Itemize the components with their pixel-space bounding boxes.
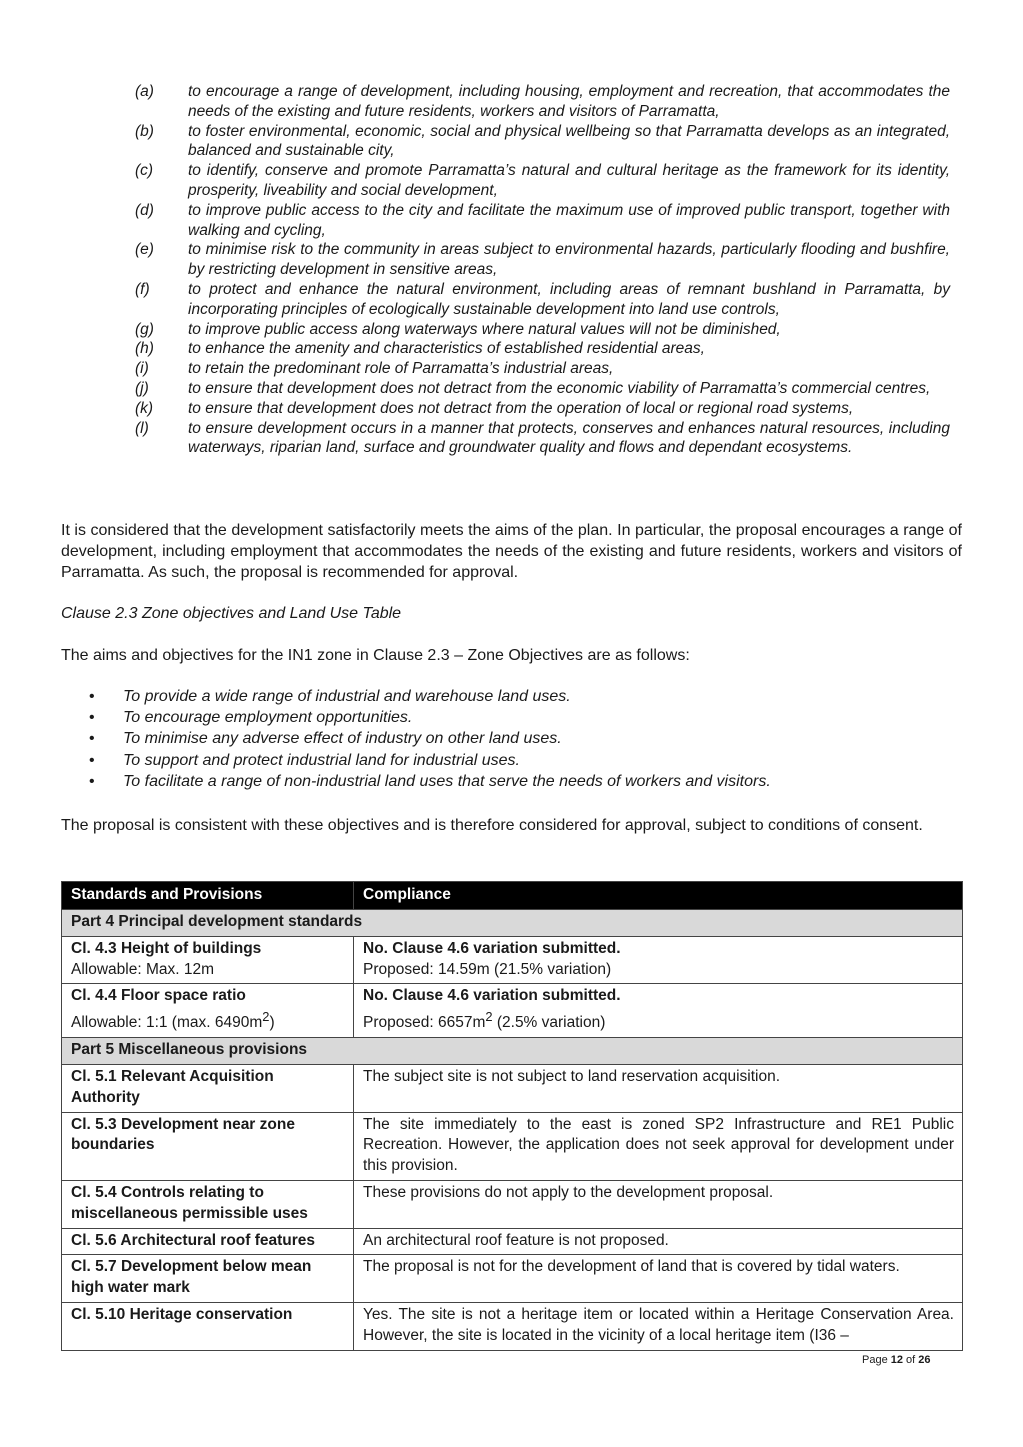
objective-text: To facilitate a range of non-industrial land uses that serve the needs of workers and visitors. — [123, 772, 771, 790]
compliance-status: No. Clause 4.6 variation submitted. — [363, 987, 621, 1005]
section-part-4: Part 4 Principal development standards — [62, 910, 963, 937]
compliance-cell: The subject site is not subject to land reservation acquisition. — [354, 1064, 963, 1112]
aim-text: to ensure that development does not detract from the operation of local or regional road systems, — [188, 399, 854, 417]
compliance-cell — [354, 936, 963, 984]
aim-label: (f) — [135, 280, 150, 298]
standard-title: Cl. 5.1 Relevant Acquisition Authority — [62, 1064, 354, 1112]
aim-text: to enhance the amenity and characteristics of established residential areas, — [188, 340, 705, 358]
column-header-compliance: Compliance — [354, 882, 963, 910]
aim-item — [132, 320, 950, 340]
table-row — [62, 1255, 963, 1303]
objective-text: To support and protect industrial land for industrial uses. — [123, 751, 520, 769]
compliance-cell: The site immediately to the east is zoned SP2 Infrastructure and RE1 Public Recreation. However, the application does not seek approval for development under this provision. — [354, 1112, 963, 1180]
aim-label: (e) — [135, 241, 154, 259]
aim-item — [132, 122, 950, 162]
objectives-assessment-paragraph: The proposal is consistent with these objectives and is therefore considered for approval, subject to conditions of consent. — [61, 817, 923, 834]
bullet-icon: • — [89, 751, 95, 769]
objective-item — [61, 707, 962, 728]
zone-objectives-intro: The aims and objectives for the IN1 zone in Clause 2.3 – Zone Objectives are as follows: — [61, 647, 690, 664]
aim-item — [132, 82, 950, 122]
bullet-icon: • — [89, 730, 95, 748]
aim-label: (l) — [135, 419, 149, 437]
aim-item — [132, 419, 950, 459]
standards-compliance-table — [61, 881, 963, 1351]
aim-item — [132, 240, 950, 280]
aim-text: to retain the predominant role of Parramatta’s industrial areas, — [188, 360, 614, 378]
compliance-status: No. Clause 4.6 variation submitted. — [363, 939, 621, 957]
standard-allowable: Allowable: 1:1 (max. $6490m^2$) — [71, 1009, 275, 1032]
aim-item — [132, 161, 950, 201]
aim-text: to minimise risk to the community in areas subject to environmental hazards, particularly flooding and bushfire, by restricting development in sensitive areas, — [188, 241, 950, 279]
compliance-cell: An architectural roof feature is not proposed. — [354, 1228, 963, 1255]
aim-label: (d) — [135, 201, 154, 219]
aim-label: (g) — [135, 320, 154, 338]
bullet-icon: • — [89, 772, 95, 790]
compliance-cell: Yes. The site is not a heritage item or located within a Heritage Conservation Area. However, the site is located in the vicinity of a local heritage item (I36 – — [354, 1302, 963, 1350]
standard-cell — [62, 936, 354, 984]
standard-allowable: Allowable: Max. 12m — [71, 960, 215, 978]
table-row — [62, 1302, 963, 1350]
standard-title: Cl. 5.3 Development near zone boundaries — [62, 1112, 354, 1180]
aim-label: (c) — [135, 162, 154, 180]
aim-label: (h) — [135, 340, 154, 358]
objective-item — [61, 686, 962, 707]
standard-title: Cl. 5.6 Architectural roof features — [62, 1228, 354, 1255]
table-section-row — [62, 1038, 963, 1065]
aim-item — [132, 280, 950, 320]
aim-label: (b) — [135, 122, 154, 140]
objective-text: To provide a wide range of industrial and warehouse land uses. — [123, 688, 571, 705]
table-header-row — [62, 882, 963, 910]
aim-item — [132, 379, 950, 399]
aim-text: to foster environmental, economic, social and physical wellbeing so that Parramatta develops as an integrated, balanced and sustainable city, — [188, 122, 950, 160]
standard-title: Cl. 5.10 Heritage conservation — [62, 1302, 354, 1350]
table-row — [62, 1112, 963, 1180]
compliance-cell: These provisions do not apply to the development proposal. — [354, 1180, 963, 1228]
table-row — [62, 984, 963, 1038]
aim-text: to ensure development occurs in a manner that protects, conserves and enhances natural resources, including waterways, riparian land, surface and groundwater quality and flows and dependant ecosystems. — [188, 419, 950, 457]
bullet-icon: • — [89, 688, 95, 705]
standard-title: Cl. 4.3 Height of buildings — [71, 939, 262, 957]
objective-text: To encourage employment opportunities. — [123, 709, 413, 727]
aim-label: (i) — [135, 360, 149, 378]
objective-item — [61, 728, 962, 749]
zone-objectives-list — [61, 686, 962, 792]
aim-text: to identify, conserve and promote Parramatta’s natural and cultural heritage as the framework for its identity, prosperity, liveability and social development, — [188, 162, 950, 199]
compliance-cell — [354, 984, 963, 1038]
aim-text: to ensure that development does not detract from the economic viability of Parramatta’s commercial centres, — [188, 379, 931, 397]
objective-item — [61, 750, 962, 771]
clause-heading: Clause 2.3 Zone objectives and Land Use Table — [61, 605, 402, 622]
objective-item — [61, 771, 962, 792]
table-row — [62, 936, 963, 984]
aim-text: to encourage a range of development, including housing, employment and recreation, that accommodates the needs of the existing and future residents, workers and visitors of Parramatta, — [188, 83, 950, 120]
aim-text: to improve public access to the city and facilitate the maximum use of improved public transport, together with walking and cycling, — [188, 201, 950, 239]
aim-item — [132, 339, 950, 359]
aim-item — [132, 201, 950, 241]
bullet-icon: • — [89, 709, 95, 727]
section-part-5: Part 5 Miscellaneous provisions — [62, 1038, 963, 1065]
aim-text: to protect and enhance the natural environment, including areas of remnant bushland in Parramatta, by incorporating principles of ecologically sustainable development into land use controls, — [188, 280, 950, 318]
standard-cell — [62, 984, 354, 1038]
table-section-row — [62, 910, 963, 937]
table-row — [62, 1064, 963, 1112]
objective-text: To minimise any adverse effect of industry on other land uses. — [123, 730, 562, 748]
aim-item — [132, 359, 950, 379]
compliance-proposed: Proposed: $6657m^2$ (2.5% variation) — [363, 1009, 606, 1032]
compliance-proposed: Proposed: 14.59m (21.5% variation) — [363, 960, 612, 978]
column-header-standards: Standards and Provisions — [62, 882, 354, 910]
aim-item — [132, 399, 950, 419]
aim-label: (j) — [135, 379, 149, 397]
aim-label: (a) — [135, 83, 154, 100]
aim-label: (k) — [135, 399, 154, 417]
standard-title: Cl. 5.7 Development below mean high water mark — [62, 1255, 354, 1303]
page-number: Page 12 of 26 — [862, 1354, 931, 1366]
standard-title: Cl. 4.4 Floor space ratio — [71, 987, 246, 1005]
standard-title: Cl. 5.4 Controls relating to miscellaneous permissible uses — [62, 1180, 354, 1228]
aims-assessment-paragraph: It is considered that the development satisfactorily meets the aims of the plan. In particular, the proposal encourages a range of development, including employment that accommodates the needs of the existing and future residents, workers and visitors of Parramatta. As such, the proposal is recommended for approval. — [61, 522, 962, 581]
table-row — [62, 1180, 963, 1228]
lep-aims-list — [132, 82, 950, 458]
compliance-cell: The proposal is not for the development of land that is covered by tidal waters. — [354, 1255, 963, 1303]
table-row — [62, 1228, 963, 1255]
aim-text: to improve public access along waterways where natural values will not be diminished, — [188, 320, 781, 338]
